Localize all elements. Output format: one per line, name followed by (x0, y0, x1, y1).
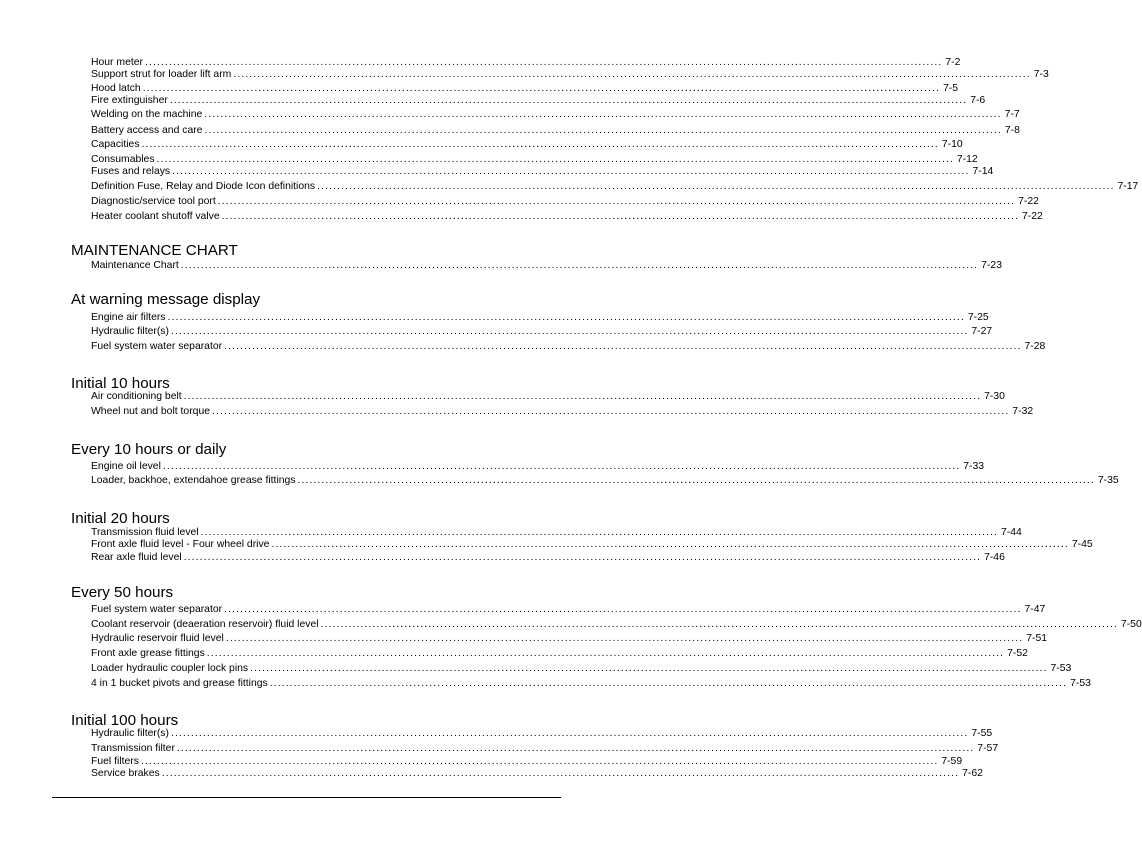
entry-page: 7-22 (1018, 196, 1039, 207)
entry-title: Transmission fluid level (91, 527, 199, 538)
dot-leader: ........................................................................................................................................................................................................ (271, 539, 1069, 550)
entry-title: Battery access and care (91, 125, 203, 136)
dot-leader: ........................................................................................................................................................................................................ (140, 756, 939, 767)
entry-page: 7-23 (981, 260, 1002, 271)
entry-page: 7-32 (1012, 406, 1034, 417)
toc-entry (91, 341, 1046, 353)
entry-title: Hydraulic reservoir fluid level (91, 633, 224, 644)
entry-page: 7-17 (1117, 181, 1139, 192)
footer-rule (52, 797, 561, 798)
toc-entry (91, 678, 1091, 690)
toc-entry (91, 663, 1072, 675)
entry-page: 7-45 (1071, 539, 1093, 550)
entry-page: 7-44 (1000, 527, 1022, 538)
entry-title: Hydraulic filter(s) (91, 326, 169, 337)
toc-entry (91, 756, 963, 768)
entry-page: 7-57 (977, 743, 999, 754)
entry-title: Capacities (91, 139, 140, 150)
toc-entry (91, 154, 978, 166)
toc-entry (91, 260, 1002, 272)
entry-title: Loader, backhoe, extendahoe grease fittings (91, 475, 296, 486)
entry-title: Air conditioning belt (91, 391, 182, 402)
dot-leader: ........................................................................................................................................................................................................ (217, 196, 1016, 207)
entry-title: Hour meter (91, 57, 143, 68)
entry-page: 7-30 (984, 391, 1005, 402)
entry-title: Fuel filters (91, 756, 139, 767)
dot-leader: ........................................................................................................................................................................................................ (250, 663, 1048, 674)
toc-entry (91, 125, 1020, 137)
section-heading: Every 50 hours (71, 584, 174, 601)
entry-title: Front axle grease fittings (91, 648, 205, 659)
dot-leader: ........................................................................................................................................................................................................ (212, 406, 1010, 417)
dot-leader: ........................................................................................................................................................................................................ (141, 139, 939, 150)
toc-entry (91, 648, 1028, 660)
entry-title: Transmission filter (91, 743, 175, 754)
dot-leader: ........................................................................................................................................................................................................ (204, 109, 1002, 120)
toc-entry (91, 391, 1005, 403)
dot-leader: ........................................................................................................................................................................................................ (204, 125, 1002, 136)
entry-title: Hood latch (91, 83, 141, 94)
dot-leader: ........................................................................................................................................................................................................ (183, 552, 982, 563)
entry-page: 7-2 (945, 57, 961, 68)
toc-entry (91, 326, 993, 338)
entry-page: 7-25 (967, 312, 989, 323)
entry-page: 7-52 (1007, 648, 1028, 659)
dot-leader: ........................................................................................................................................................................................................ (206, 648, 1005, 659)
entry-title: Rear axle fluid level (91, 552, 182, 563)
toc-entry (91, 743, 999, 755)
dot-leader: ........................................................................................................................................................................................................ (176, 743, 975, 754)
toc-entry (91, 527, 1022, 539)
section-heading: Initial 20 hours (71, 510, 170, 527)
dot-leader: ........................................................................................................................................................................................................ (172, 166, 970, 177)
dot-leader: ........................................................................................................................................................................................................ (142, 83, 941, 94)
section-heading: Every 10 hours or daily (71, 441, 227, 458)
entry-title: Maintenance Chart (91, 260, 179, 271)
dot-leader: ........................................................................................................................................................................................................ (200, 527, 998, 538)
entry-page: 7-3 (1033, 69, 1049, 80)
entry-page: 7-28 (1024, 341, 1046, 352)
entry-page: 7-46 (984, 552, 1005, 563)
dot-leader: ........................................................................................................................................................................................................ (224, 604, 1022, 615)
entry-title: Engine air filters (91, 312, 166, 323)
toc-entry (91, 604, 1046, 616)
entry-page: 7-53 (1070, 678, 1091, 689)
dot-leader: ........................................................................................................................................................................................................ (167, 312, 965, 323)
dot-leader: ........................................................................................................................................................................................................ (169, 95, 968, 106)
toc-entry (91, 109, 1020, 121)
entry-title: Service brakes (91, 768, 160, 779)
entry-title: Definition Fuse, Relay and Diode Icon definitions (91, 181, 316, 192)
toc-entry (91, 406, 1034, 418)
dot-leader: ........................................................................................................................................................................................................ (144, 57, 943, 68)
entry-title: Coolant reservoir (deaeration reservoir) fluid level (91, 619, 319, 630)
toc-entry (91, 768, 983, 780)
toc-entry (91, 633, 1047, 645)
dot-leader: ........................................................................................................................................................................................................ (317, 181, 1115, 192)
dot-leader: ........................................................................................................................................................................................................ (183, 391, 982, 402)
entry-title: Welding on the machine (91, 109, 203, 120)
toc-entry (91, 196, 1039, 208)
toc-entry (91, 211, 1043, 223)
entry-page: 7-33 (963, 461, 985, 472)
section-heading: At warning message display (71, 291, 261, 308)
entry-page: 7-10 (941, 139, 963, 150)
entry-page: 7-47 (1024, 604, 1046, 615)
entry-page: 7-14 (972, 166, 994, 177)
dot-leader: ........................................................................................................................................................................................................ (224, 341, 1022, 352)
entry-title: Fuel system water separator (91, 341, 223, 352)
entry-page: 7-59 (941, 756, 963, 767)
entry-title: Loader hydraulic coupler lock pins (91, 663, 249, 674)
entry-page: 7-7 (1004, 109, 1020, 120)
dot-leader: ........................................................................................................................................................................................................ (225, 633, 1024, 644)
entry-title: Fuses and relays (91, 166, 171, 177)
dot-leader: ........................................................................................................................................................................................................ (233, 69, 1031, 80)
section-heading: Initial 10 hours (71, 375, 170, 392)
dot-leader: ........................................................................................................................................................................................................ (221, 211, 1019, 222)
entry-title: Hydraulic filter(s) (91, 728, 169, 739)
entry-page: 7-62 (962, 768, 983, 779)
toc-entry (91, 728, 993, 740)
entry-title: Consumables (91, 154, 155, 165)
entry-title: Fuel system water separator (91, 604, 223, 615)
entry-title: Fire extinguisher (91, 95, 168, 106)
toc-entry (91, 57, 961, 69)
entry-page: 7-55 (971, 728, 993, 739)
dot-leader: ........................................................................................................................................................................................................ (156, 154, 954, 165)
section-heading: MAINTENANCE CHART (71, 242, 238, 259)
entry-page: 7-6 (970, 95, 986, 106)
entry-page: 7-51 (1026, 633, 1047, 644)
toc-entry (91, 166, 994, 178)
dot-leader: ........................................................................................................................................................................................................ (161, 768, 960, 779)
entry-title: Heater coolant shutoff valve (91, 211, 220, 222)
toc-entry (91, 95, 986, 107)
toc-entry (91, 83, 959, 95)
entry-page: 7-50 (1120, 619, 1142, 630)
toc-entry (91, 539, 1093, 551)
entry-page: 7-35 (1097, 475, 1119, 486)
entry-title: Wheel nut and bolt torque (91, 406, 210, 417)
entry-title: Diagnostic/service tool port (91, 196, 216, 207)
entry-page: 7-22 (1022, 211, 1043, 222)
entry-title: Support strut for loader lift arm (91, 69, 232, 80)
dot-leader: ........................................................................................................................................................................................................ (297, 475, 1095, 486)
entry-title: 4 in 1 bucket pivots and grease fittings (91, 678, 268, 689)
entry-page: 7-27 (971, 326, 993, 337)
entry-title: Engine oil level (91, 461, 161, 472)
entry-page: 7-53 (1050, 663, 1072, 674)
toc-entry (91, 181, 1139, 193)
dot-leader: ........................................................................................................................................................................................................ (170, 326, 969, 337)
toc-entry (91, 312, 989, 324)
toc-entry (91, 552, 1005, 564)
dot-leader: ........................................................................................................................................................................................................ (162, 461, 961, 472)
toc-entry (91, 461, 985, 473)
dot-leader: ........................................................................................................................................................................................................ (180, 260, 979, 271)
entry-page: 7-12 (956, 154, 978, 165)
toc-entry (91, 69, 1049, 81)
dot-leader: ........................................................................................................................................................................................................ (170, 728, 969, 739)
section-heading: Initial 100 hours (71, 712, 179, 729)
toc-entry (91, 475, 1119, 487)
entry-page: 7-8 (1004, 125, 1020, 136)
toc-entry (91, 619, 1142, 631)
dot-leader: ........................................................................................................................................................................................................ (269, 678, 1068, 689)
toc-entry (91, 139, 963, 151)
entry-title: Front axle fluid level - Four wheel drive (91, 539, 270, 550)
entry-page: 7-5 (943, 83, 959, 94)
dot-leader: ........................................................................................................................................................................................................ (320, 619, 1118, 630)
